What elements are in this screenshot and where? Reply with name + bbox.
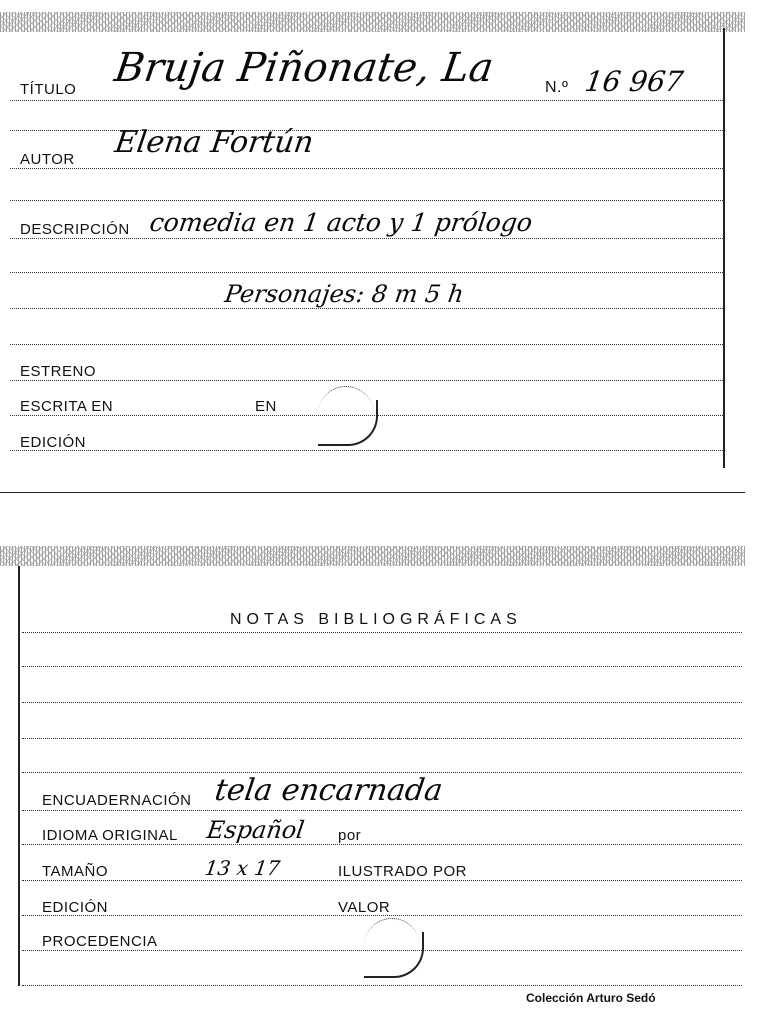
titulo-label: TÍTULO [20,81,77,98]
por-label: por [338,827,362,844]
dotted-rule [22,702,742,703]
card-edge-texture [0,546,745,566]
en-label: EN [255,398,277,415]
catalog-card-front [0,0,759,495]
idioma-value: Español [205,816,307,844]
card-edge-texture [0,12,745,32]
dotted-rule [22,844,742,845]
dotted-rule [10,238,725,239]
stamp-mark [364,932,424,978]
procedencia-label: PROCEDENCIA [42,933,158,950]
autor-value: Elena Fortún [112,125,316,160]
dotted-rule [10,200,725,201]
descripcion-value: comedia en 1 acto y 1 prólogo [147,208,535,237]
personajes-value: Personajes: 8 m 5 h [223,280,466,308]
encuadernacion-value: tela encarnada [212,773,445,808]
card-separator [0,492,745,493]
dotted-rule [10,380,725,381]
edicion-label: EDICIÓN [42,899,109,916]
titulo-value: Bruja Piñonate, La [111,45,497,91]
card-right-border [723,28,725,468]
dotted-rule [10,308,725,309]
tamano-label: TAMAÑO [42,863,109,880]
autor-label: AUTOR [20,151,75,168]
numero-label: N.º [545,79,569,96]
dotted-rule [10,450,725,451]
ilustrado-label: ILUSTRADO POR [338,863,468,880]
notas-heading: NOTAS BIBLIOGRÁFICAS [230,611,522,628]
dotted-rule [22,738,742,739]
stamp-mark [318,400,378,446]
estreno-label: ESTRENO [20,363,97,380]
idioma-label: IDIOMA ORIGINAL [42,827,178,844]
valor-label: VALOR [338,899,391,916]
card-left-border [18,566,20,986]
dotted-rule [10,344,725,345]
numero-value: 16 967 [582,65,686,98]
tamano-value: 13 x 17 [203,856,282,880]
dotted-rule [22,985,742,986]
dotted-rule [22,810,742,811]
dotted-rule [10,100,725,101]
dotted-rule [10,272,725,273]
dotted-rule [22,880,742,881]
catalog-card-back [0,540,759,1028]
edicion-label: EDICIÓN [20,434,87,451]
dotted-rule [22,632,742,633]
encuadernacion-label: ENCUADERNACIÓN [42,792,192,809]
dotted-rule [10,168,725,169]
descripcion-label: DESCRIPCIÓN [20,221,130,238]
dotted-rule [22,666,742,667]
coleccion-note: Colección Arturo Sedó [526,991,656,1005]
escrita-en-label: ESCRITA EN [20,398,114,415]
